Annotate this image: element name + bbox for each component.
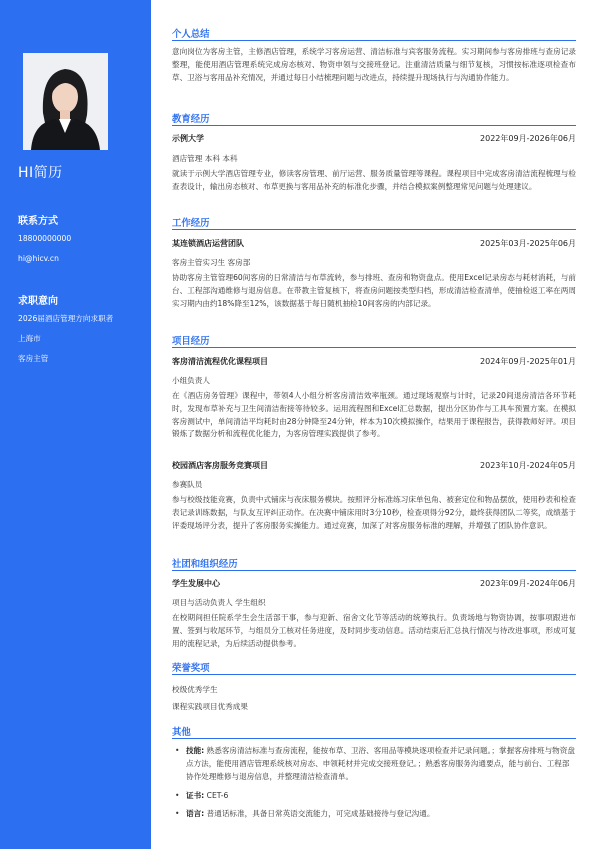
other-text: 普通话标准，具备日常英语交流能力，可完成基础接待与登记沟通。 [206, 809, 435, 818]
section-title-summary: 个人总结 [172, 29, 210, 40]
other-item-skills [172, 745, 576, 783]
school-name: 示例大学 [172, 134, 204, 143]
work-date: 2025年03月-2025年06月 [480, 239, 576, 248]
project-text: 在《酒店房务管理》课程中，带领4人小组分析客房清洁效率瓶颈。通过现场观察与计时，记录20间退房清洁各环节耗时，发现布草补充与卫生间清洁衔接等待较多。运用流程图和Excel汇总数据，提出分区协作与工具车预置方案。在模拟客房测试中，单间清洁平均耗时由28分钟降至24分钟，样本为10次模拟操作，结果用于课程报告，获得教师好评。项目锻炼了数据分析和流程优化能力，为客房管理实践提供了参考。 [172, 391, 576, 439]
section-divider [172, 347, 576, 348]
project-date: 2023年10月-2024年05月 [480, 461, 576, 470]
work-header [172, 238, 576, 250]
work-text: 协助客房主管管理60间客房的日常清洁与布草流转，参与排班、查房和物资盘点。使用Excel记录房态与耗材消耗，与前台、工程部沟通维修与退房信息。在带教主管复核下，将查房问题按类型归档，形成清洁检查清单，使抽检返工率在两周实习期内由约18%降至12%，该数据基于每日随机抽检10间客房的内部记录。 [172, 273, 576, 308]
other-label: 技能: [186, 746, 205, 755]
bullet-icon: • [175, 746, 180, 755]
org-name: 学生发展中心 [172, 579, 220, 588]
club-date: 2023年09月-2024年06月 [480, 579, 576, 588]
sidebar [0, 0, 151, 849]
project-name: 校园酒店客房服务竞赛项目 [172, 461, 268, 470]
education-date: 2022年09月-2026年06月 [480, 134, 576, 143]
section-title-education: 教育经历 [172, 114, 210, 125]
award-item: 课程实践项目优秀成果 [172, 702, 248, 711]
brand-logo-text: HI简历 [18, 165, 63, 181]
section-divider [172, 738, 576, 739]
phone-number: 18800000000 [18, 234, 72, 243]
club-header [172, 578, 576, 590]
other-label: 语言: [186, 809, 205, 818]
other-label: 证书: [186, 791, 205, 800]
email-address[interactable]: hi@hicv.cn [18, 254, 59, 263]
section-title-awards: 荣誉奖项 [172, 663, 210, 674]
section-title-work: 工作经历 [172, 218, 210, 229]
intent-item: 上海市 [18, 334, 41, 343]
project-text: 参与校级技能竞赛，负责中式铺床与夜床服务模块。按照评分标准练习床单包角、被套定位和物品摆放，使用秒表和检查表记录训练数据，与队友互评纠正动作。在决赛中铺床用时3分10秒，检查项得分92分，最终获得团队二等奖，成绩基于评委现场评分表，提升了客房服务实操能力。通过竞赛，加深了对客房服务标准的理解，并增强了团队协作意识。 [172, 495, 576, 530]
section-divider [172, 570, 576, 571]
company-name: 某连锁酒店运营团队 [172, 239, 244, 248]
project-role: 参赛队员 [172, 480, 203, 489]
project-header [172, 356, 576, 368]
award-item: 校级优秀学生 [172, 685, 218, 694]
section-title-other: 其他 [172, 727, 191, 738]
other-text: 熟悉客房清洁标准与查房流程，能按布草、卫浴、客用品等模块逐项检查并记录问题。；掌握客房排班与物资盘点方法，能使用酒店管理系统核对房态、申领耗材并完成交接班登记。；熟悉客房服务沟通要点，能与前台、工程部协作处理维修与退房信息，并整理清洁检查清单。 [186, 746, 575, 781]
club-role: 项目与活动负责人 学生组织 [172, 598, 266, 607]
other-item-language [172, 808, 576, 821]
project-date: 2024年09月-2025年01月 [480, 357, 576, 366]
project-name: 客房清洁流程优化课程项目 [172, 357, 268, 366]
profile-photo-illustration [23, 53, 108, 150]
profile-photo [23, 53, 108, 150]
section-divider [172, 40, 576, 41]
section-divider [172, 125, 576, 126]
section-divider [172, 674, 576, 675]
section-divider [172, 229, 576, 230]
project-header [172, 460, 576, 472]
contact-title: 联系方式 [18, 216, 58, 227]
section-title-projects: 项目经历 [172, 336, 210, 347]
other-text: CET-6 [206, 791, 229, 800]
work-role: 客房主管实习生 客房部 [172, 258, 251, 267]
project-role: 小组负责人 [172, 376, 210, 385]
education-header [172, 133, 576, 145]
bullet-icon: • [175, 791, 180, 800]
section-title-clubs: 社团和组织经历 [172, 559, 238, 570]
intent-title: 求职意向 [18, 296, 58, 307]
intent-item: 客房主管 [18, 354, 49, 363]
summary-text: 意向岗位为客房主管，主修酒店管理，系统学习客房运营、清洁标准与宾客服务流程。实习期间参与客房排班与查房记录整理，能使用酒店管理系统完成房态核对、物资申领与交接班登记。注重清洁质量与细节复核，习惯按标准逐项检查布草、卫浴与客用品补充情况，并通过每日小结梳理问题与改进点，持续提升现场执行与沟通协作能力。 [172, 47, 576, 82]
intent-item: 2026届酒店管理方向求职者 [18, 314, 114, 323]
bullet-icon: • [175, 809, 180, 818]
education-major: 酒店管理 本科 本科 [172, 154, 238, 163]
education-text: 就读于示例大学酒店管理专业，修读客房管理、前厅运营、服务质量管理等课程。课程项目中完成客房清洁流程梳理与检查表设计，输出房态核对、布草更换与客用品补充的标准化步骤，并结合模拟案例整理常见问题与处理建议。 [172, 169, 576, 191]
other-item-cert [172, 790, 576, 803]
club-text: 在校期间担任院系学生会生活部干事，参与迎新、宿舍文化节等活动的统筹执行。负责场地与物资协调，按事项跟进布置、签到与收尾环节，与组员分工核对任务进度，及时同步变动信息。活动结束后汇总执行情况与待改进事项，形成可复用的流程记录，为后续活动提供参考。 [172, 613, 576, 648]
